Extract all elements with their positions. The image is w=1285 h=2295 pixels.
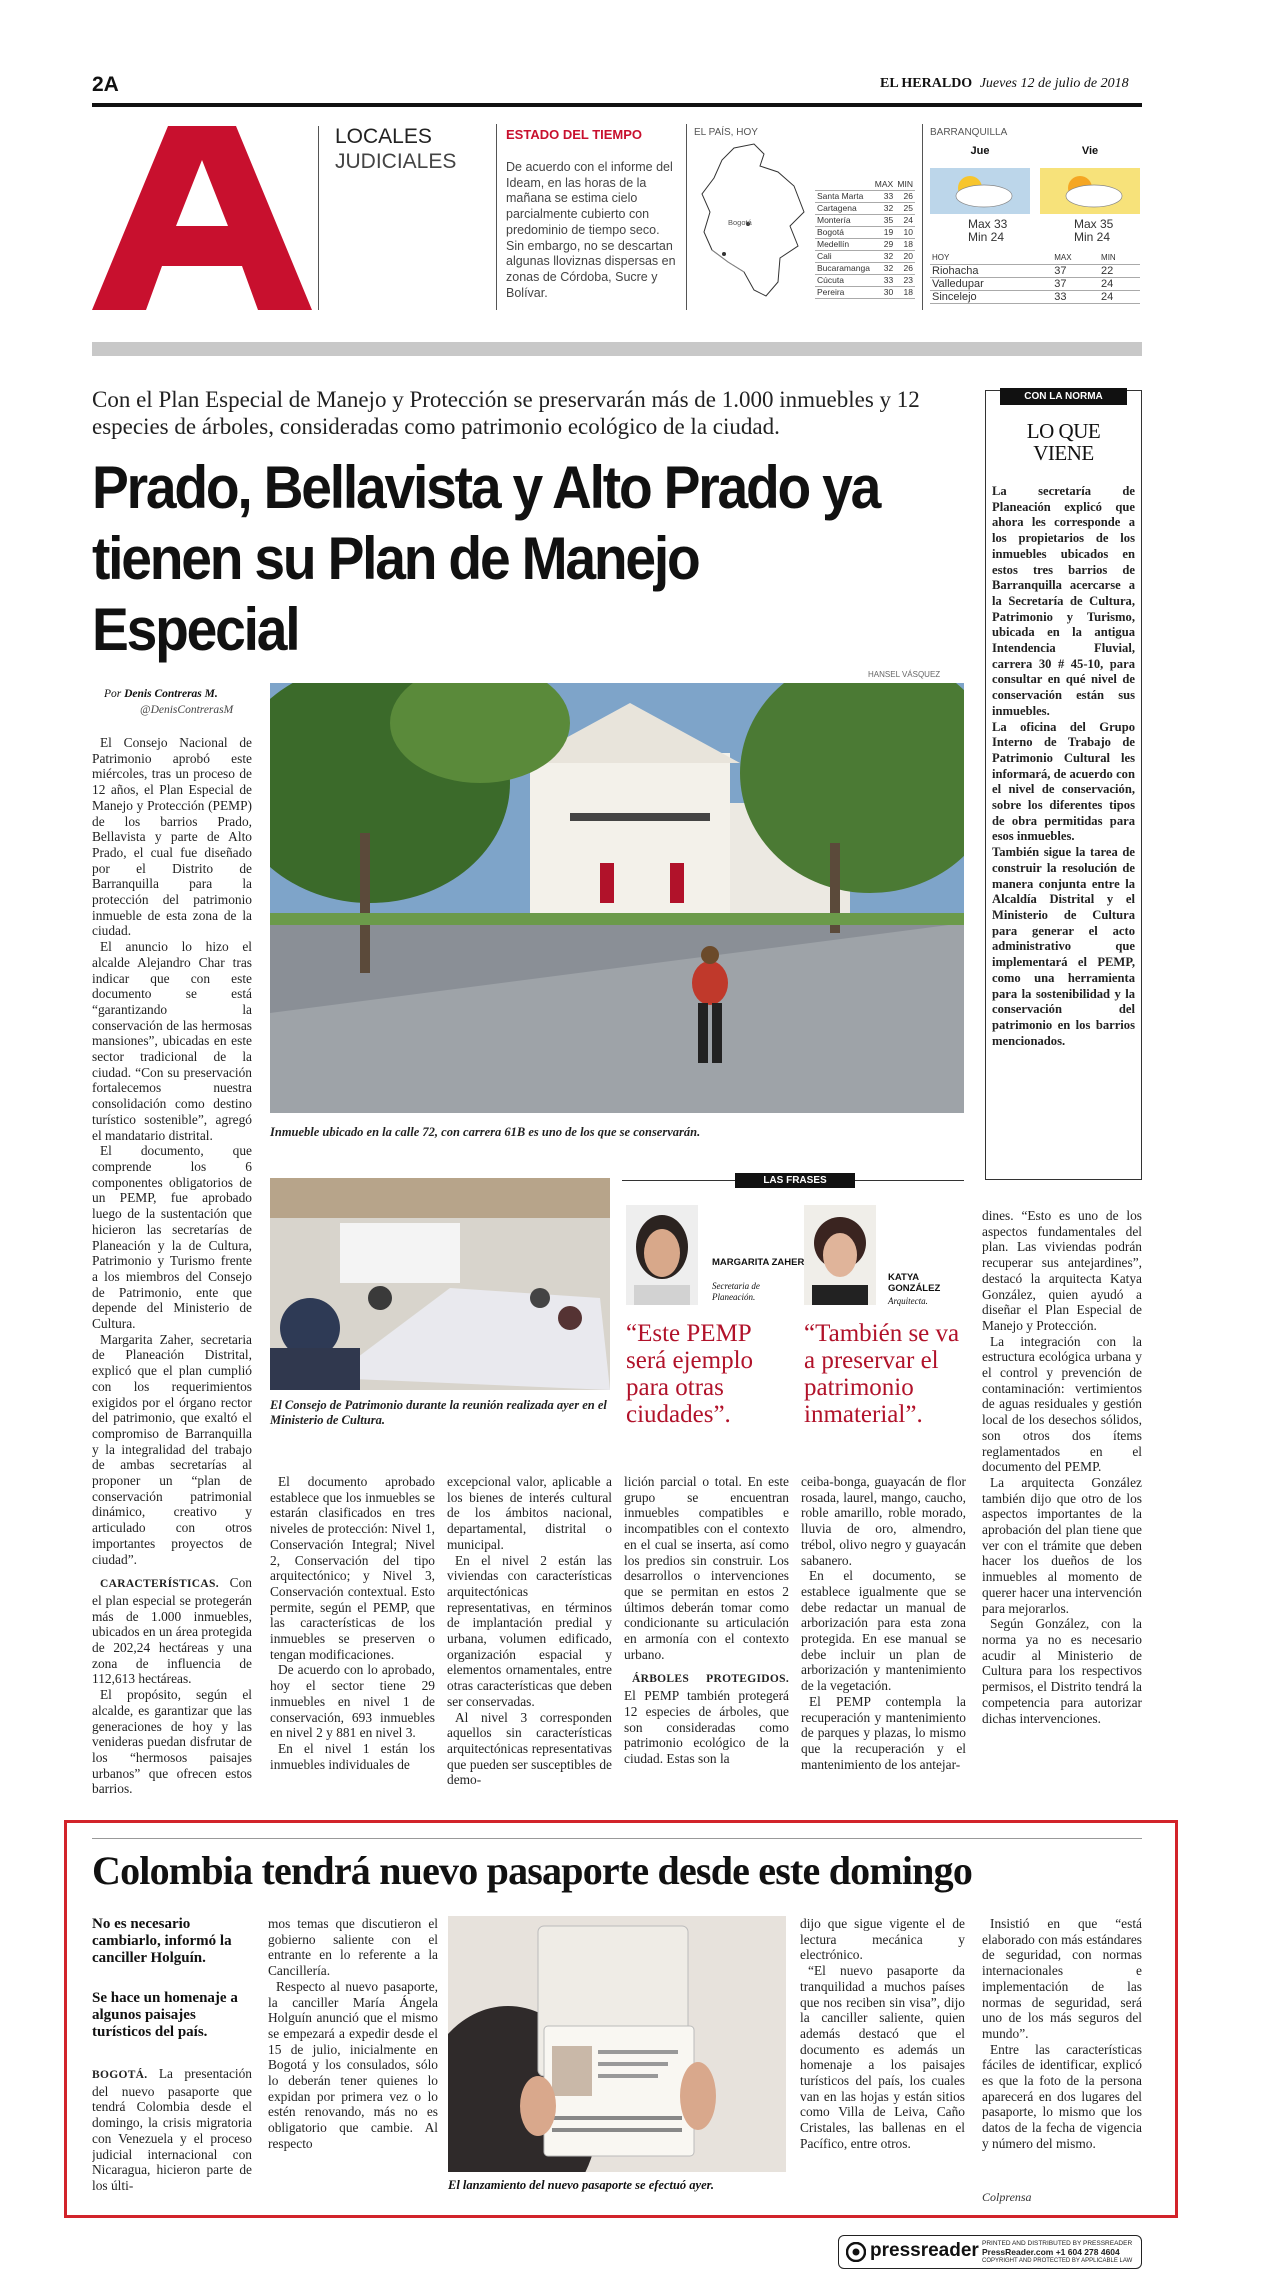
footer-line: PressReader.com +1 604 278 4604 xyxy=(982,2247,1120,2257)
max: 32 xyxy=(873,202,896,214)
section-divider xyxy=(318,126,319,310)
article-column-2 xyxy=(270,1474,435,1810)
subhead: ÁRBOLES PROTEGIDOS. xyxy=(632,1673,789,1686)
passport-column-2 xyxy=(268,1916,438,2206)
pressreader-brand: pressreader xyxy=(870,2240,979,2261)
sidebar-paragraph: La secretaría de Planeación explicó que ahora les corresponde a los propietarios de los inmuebles ubicados en estos tres barrios de Barranquilla acercarse a la Secretaría de Cultura, Patrimonio y Turismo, ubicada en la antigua Intendencia Fluvial, carrera 30 # 45-10, para consultar en qué nivel de conservación están sus inmuebles. xyxy=(992,484,1135,718)
city: Montería xyxy=(815,214,873,226)
passport-subhead-1: No es necesario cambiarlo, informó la canciller Holguín. xyxy=(92,1916,232,1966)
paragraph: El Consejo Nacional de Patrimonio aprobó este miércoles, tras un proceso de 12 años, el Plan Especial de Manejo y Protección (PEMP) de los barrios Prado, Bellavista y parte de Alto Prado, el cual fue diseñado por el Distrito de Barranquilla para la protección del patrimonio inmueble de esta zona de la ciudad. xyxy=(92,735,252,939)
table-row xyxy=(815,238,915,250)
section-subname: JUDICIALES xyxy=(335,150,457,173)
passport-photo-caption: El lanzamiento del nuevo pasaporte se efectuó ayer. xyxy=(448,2178,714,2192)
footer-line: PRINTED AND DISTRIBUTED BY PRESSREADER xyxy=(982,2240,1133,2247)
min: 18 xyxy=(895,238,915,250)
zaher-portrait xyxy=(626,1205,698,1305)
max: 19 xyxy=(873,226,896,238)
country-weather-table xyxy=(815,178,915,299)
max: 37 xyxy=(1052,277,1099,290)
forecast-min: Min 24 xyxy=(1074,230,1111,244)
paragraph: La presentación del nuevo pasaporte que tendrá Colombia desde el domingo, la crisis migratoria con Venezuela y el proceso judicial internacional con Nicaragua, hicieron parte de los últi- xyxy=(92,2066,252,2193)
sidebar-paragraph: También sigue la tarea de construir la resolución de manera conjunta entre la Alcaldía Distrital y el Ministerio de Cultura para generar el acto administrativo que implementará el PEMP, como una herramienta para la sostenibilidad y la conservación del patrimonio en los barrios mencionados. xyxy=(992,845,1135,1048)
paragraph: En el nivel 1 están los inmuebles individuales de xyxy=(270,1740,435,1772)
min: 26 xyxy=(895,262,915,274)
max: 32 xyxy=(873,250,896,262)
section-name: LOCALES xyxy=(335,125,432,148)
max: 33 xyxy=(1052,290,1099,303)
header-rule xyxy=(92,103,1142,107)
article-column-4 xyxy=(624,1474,789,1810)
quote1-role: Secretaria de Planeación. xyxy=(712,1281,760,1302)
col-header: HOY xyxy=(930,252,1052,264)
max: 32 xyxy=(873,262,896,274)
quote2-name: KATYA GONZÁLEZ xyxy=(888,1272,941,1294)
paragraph: Con el plan especial se protegerán más de 1.000 inmuebles, ubicados en un área protegida de 202,24 hectáreas y una zona de influencia de 112,613 hectáreas. xyxy=(92,1575,252,1687)
article-deck: Con el Plan Especial de Manejo y Protección se preservarán más de 1.000 inmuebles y 12 especies de árboles, consideradas como patrimonio ecológico de la ciudad. xyxy=(92,387,920,439)
article-column-5 xyxy=(801,1474,966,1810)
min: 20 xyxy=(895,250,915,262)
quote1-text: “Este PEMP será ejemplo para otras ciudades”. xyxy=(626,1320,754,1428)
page-number: 2A xyxy=(92,73,119,96)
passport-rule xyxy=(92,1838,1142,1839)
city-weather-label: BARRANQUILLA xyxy=(930,127,1008,138)
passport-photo xyxy=(448,1916,786,2172)
forecast-day-name: Vie xyxy=(1081,145,1099,157)
table-row xyxy=(815,262,915,274)
byline xyxy=(104,688,218,700)
table-row xyxy=(815,226,915,238)
map-city-label: Bogotá xyxy=(728,218,752,227)
city: Cúcuta xyxy=(815,274,873,286)
article-column-6 xyxy=(982,1208,1142,1808)
newspaper-name: EL HERALDO xyxy=(880,76,973,91)
min: 18 xyxy=(895,286,915,298)
paragraph: En el documento, se establece igualmente que se debe redactar un manual de arborización para esta zona protegida. En ese manual se debe incluir un plan de arborización y mantenimiento de la vegetación. xyxy=(801,1568,966,1694)
gonzalez-portrait xyxy=(804,1205,876,1305)
col-header: MAX xyxy=(873,178,896,190)
paragraph: ceiba-bonga, guayacán de flor rosada, laurel, mango, caucho, roble amarillo, roble morado, lluvia de oro, almendro, trébol, olivo negro y guayacán sabanero. xyxy=(801,1474,966,1568)
sidebar-text xyxy=(992,484,1135,1049)
min: 24 xyxy=(895,214,915,226)
passport-column-3 xyxy=(800,1916,965,2206)
city: Cartagena xyxy=(815,202,873,214)
city: Cali xyxy=(815,250,873,262)
weather-divider xyxy=(496,124,497,310)
grey-band xyxy=(92,342,1142,356)
article-column-1 xyxy=(92,735,252,1805)
city: Riohacha xyxy=(930,264,1052,277)
forecast-min: Min 24 xyxy=(968,230,1005,244)
passport-column-4 xyxy=(982,1916,1142,2190)
passport-source: Colprensa xyxy=(982,2190,1032,2204)
forecast-day-2 xyxy=(1074,218,1113,244)
city: Pereira xyxy=(815,286,873,298)
passport-column-1 xyxy=(92,2066,252,2206)
table-row xyxy=(815,214,915,226)
paragraph: La arquitecta González también dijo que otro de los aspectos importantes de la aprobación del plan tiene que ver con el trámite que deben hacer los dueños de los inmuebles al momento de querer hacer una intervención para mejorarlos. xyxy=(982,1474,1142,1616)
max: 30 xyxy=(873,286,896,298)
meeting-photo-caption: El Consejo de Patrimonio durante la reunión realizada ayer en el Ministerio de Cultura. xyxy=(270,1398,607,1427)
author-name: Denis Contreras M. xyxy=(124,688,218,700)
article-column-3 xyxy=(447,1474,612,1810)
paragraph: El PEMP también protegerá 12 especies de árboles, que son consideradas como patrimonio ecológico de la ciudad. Estas son la xyxy=(624,1688,789,1766)
table-row xyxy=(930,277,1140,290)
paragraph: dijo que sigue vigente el de lectura mecánica y electrónico. xyxy=(800,1916,965,1963)
paragraph: excepcional valor, aplicable a los bienes de interés cultural de los ámbitos nacional, departamental, distrital o municipal. xyxy=(447,1474,612,1552)
dateline: BOGOTÁ. xyxy=(92,2069,148,2081)
col-header: MIN xyxy=(895,178,915,190)
pressreader-logo-icon xyxy=(846,2242,866,2262)
paragraph: El anuncio lo hizo el alcalde Alejandro Char tras indicar que con este documento se está “garantizando la conservación de las hermosas mansiones”, ubicadas en este sector tradicional de la ciudad. “Con su preservación fortalecemos nuestra consolidación como destino turístico sostenible”, agregó el mandatario distrital. xyxy=(92,939,252,1143)
paragraph: Margarita Zaher, secretaria de Planeación Distrital, explicó que el plan cumplió con los requerimientos exigidos por el órgano rector del patrimonio, que exaltó el compromiso de Barranquilla y la integralidad del trabajo de ambas secretarías al proponer un “plan de conservación patrimonial dinámico, creativo y articulado con otros importantes proyectos de ciudad”. xyxy=(92,1331,252,1567)
city: Valledupar xyxy=(930,277,1052,290)
max: 33 xyxy=(873,274,896,286)
max: 35 xyxy=(873,214,896,226)
paragraph: El documento aprobado establece que los inmuebles se estarán clasificados en tres niveles de protección: Nivel 1, Conservación Integral; Nivel 2, Conservación del tipo arquitectónico; y Nivel 3, Conservación contextual. Esto permite, según el PEMP, que las características de los inmuebles se preserven o tengan modificaciones. xyxy=(270,1474,435,1662)
sidebar-title: LO QUE VIENE xyxy=(1026,419,1101,465)
meeting-photo xyxy=(270,1178,610,1390)
paragraph: El propósito, según el alcalde, es garantizar que las generaciones de hoy y las venideras puedan disfrutar de los “hermosos paisajes urbanos” que ofrecen estos barrios. xyxy=(92,1687,252,1797)
forecast-day-name: Jue xyxy=(970,145,990,157)
subhead: CARACTERÍSTICAS. xyxy=(100,1578,219,1591)
min: 10 xyxy=(895,226,915,238)
paragraph: Insistió en que “está elaborado con más estándares de seguridad, con normas internacionales e implementación de las normas de seguridad, será uno de los más seguros del mundo”. xyxy=(982,1916,1142,2041)
max: 37 xyxy=(1052,264,1099,277)
min: 22 xyxy=(1099,264,1140,277)
article-headline: Prado, Bellavista y Alto Prado ya tienen su Plan de Manejo Especial xyxy=(92,454,880,663)
paragraph: Al nivel 3 corresponden aquellos sin características arquitectónicas representativas que pueden ser susceptibles de demo- xyxy=(447,1709,612,1788)
col-header: MAX xyxy=(1052,252,1099,264)
pressreader-info xyxy=(982,2239,1138,2266)
weather-divider-3 xyxy=(922,124,923,310)
weather-text: De acuerdo con el informe del Ideam, en las horas de la mañana se estima cielo parcialmente cubierto con predominio de tiempo seco. Sin embargo, no se descartan algunas lloviznas dispersas en zonas de Córdoba, Sucre y Bolívar. xyxy=(506,160,676,300)
table-row xyxy=(815,202,915,214)
min: 25 xyxy=(895,202,915,214)
table-row xyxy=(815,286,915,298)
issue-date: Jueves 12 de julio de 2018 xyxy=(979,76,1129,91)
min: 26 xyxy=(895,190,915,202)
table-row xyxy=(815,250,915,262)
paragraph: “El nuevo pasaporte da tranquilidad a muchos países que nos reciben sin visa”, dijo la canciller saliente, quien además destacó que el documento es además un homenaje a los paisajes turísticos del país, los cuales van en las hojas y están sitios como Villa de Leiva, Caño Cristales, las ballenas en el Pacífico, entre otros. xyxy=(800,1963,965,2151)
paragraph: De acuerdo con lo aprobado, hoy el sector tiene 29 inmuebles en nivel 1 de conservación, 693 inmuebles en nivel 2 y 881 en nivel 3. xyxy=(270,1662,435,1741)
min: 24 xyxy=(1099,290,1140,303)
paragraph: En el nivel 2 están las viviendas con características arquitectónicas representativas, en términos de implantación predial y urbana, volumen edificado, organización espacial y elementos ornamentales, entre otras características que deben ser conservadas. xyxy=(447,1552,612,1709)
paragraph: Respecto al nuevo pasaporte, la canciller María Ángela Holguín anunció que el mismo se empezará a expedir desde el 15 de julio, inicialmente en Bogotá y los consulados, sólo lo deberán tener quienes lo expidan por primera vez o lo estén renovando, más no es obligatorio que cambie. Al respecto xyxy=(268,1978,438,2151)
quotes-tag: LAS FRASES xyxy=(735,1173,855,1188)
section-letter-logo xyxy=(92,126,312,310)
city: Bucaramanga xyxy=(815,262,873,274)
table-row xyxy=(930,264,1140,277)
colombia-map xyxy=(694,142,812,302)
city-weather-table xyxy=(930,252,1140,304)
sidebar-paragraph: La oficina del Grupo Interno de Trabajo de Patrimonio Cultural les informará, de acuerdo con el nivel de conservación, sobre los diferentes tipos de obra permitidas para esos inmuebles. xyxy=(992,719,1135,844)
table-row xyxy=(930,290,1140,303)
quote1-name: MARGARITA ZAHER xyxy=(712,1257,805,1268)
footer-line: COPYRIGHT AND PROTECTED BY APPLICABLE LAW xyxy=(982,2258,1133,2264)
author-handle: @DenisContrerasM xyxy=(140,704,234,716)
table-row xyxy=(815,190,915,202)
max: 29 xyxy=(873,238,896,250)
weather-divider-2 xyxy=(686,124,687,310)
paragraph: La integración con la estructura ecológica urbana y el control y prevención de contaminación: vertimientos de aguas residuales y gestión local de los desechos sólidos, son otros dos ítems reglamentados en el documento del PEMP. xyxy=(982,1333,1142,1475)
photo-caption: Inmueble ubicado en la calle 72, con carrera 61B es uno de los que se conservarán. xyxy=(270,1125,701,1139)
quote2-text: “También se va a preservar el patrimonio inmaterial”. xyxy=(804,1320,960,1428)
passport-subhead-2: Se hace un homenaje a algunos paisajes turísticos del país. xyxy=(92,1990,238,2040)
paragraph: dines. “Esto es uno de los aspectos fundamentales del plan. Las viviendas podrán recuperar sus antejardines”, destacó la arquitecta Katya González, quien ayudó a diseñar el Plan Especial de Manejo y Protección. xyxy=(982,1208,1142,1333)
quote2-role: Arquitecta. xyxy=(888,1296,928,1306)
forecast-max: Max 33 xyxy=(968,217,1008,231)
city: Medellín xyxy=(815,238,873,250)
city: Bogotá xyxy=(815,226,873,238)
byline-prefix: Por xyxy=(104,688,122,700)
forecast-day-1 xyxy=(968,218,1007,244)
col-header: MIN xyxy=(1099,252,1140,264)
paragraph: El documento, que comprende los 6 componentes obligatorios de un PEMP, fue aprobado luego de la sustentación que hicieron las secretarías de Planeación y la de Cultura, Patrimonio y Turismo frente a los miembros del Consejo de Patrimonio, ente que depende del Ministerio de Cultura. xyxy=(92,1143,252,1332)
weather-title: ESTADO DEL TIEMPO xyxy=(506,127,643,142)
min: 24 xyxy=(1099,277,1140,290)
paragraph: El PEMP contempla la recuperación y mantenimiento de parques y plazas, lo mismo que la recuperación y el mantenimiento de los antejar- xyxy=(801,1693,966,1772)
paragraph: lición parcial o total. En este grupo se encuentran inmuebles compatibles e incompatibles con el contexto en el cual se inserta, así como los predios sin construir. Los desarrollos o intervenciones que se permitan en estos 2 últimos deberán tomar como condicionante su articulación en armonía con el contexto urbano. xyxy=(624,1474,789,1662)
max: 33 xyxy=(873,190,896,202)
city: Sincelejo xyxy=(930,290,1052,303)
min: 23 xyxy=(895,274,915,286)
paragraph: Según González, con la norma ya no es necesario acudir al Ministerio de Cultura para los respectivos permisos, el Distrito tendrá la competencia para autorizar dichas intervenciones. xyxy=(982,1616,1142,1726)
paper-header xyxy=(880,76,1129,92)
paragraph: Entre las características fáciles de identificar, explicó es que la foto de la persona aparecerá en dos lugares del pasaporte, lo mismo que los datos de la fecha de vigencia y número del mismo. xyxy=(982,2041,1142,2151)
forecast-max: Max 35 xyxy=(1074,217,1114,231)
country-weather-label: EL PAÍS, HOY xyxy=(694,127,758,138)
sidebar-tag: CON LA NORMA xyxy=(1000,388,1127,405)
weather-icon-cloudy-sun xyxy=(930,168,1030,214)
house-photo xyxy=(270,683,964,1113)
photo-credit: HANSEL VÁSQUEZ xyxy=(868,670,941,679)
table-row xyxy=(815,274,915,286)
passport-headline: Colombia tendrá nuevo pasaporte desde este domingo xyxy=(92,1848,973,1893)
weather-icon-sunny-cloud xyxy=(1040,168,1140,214)
paragraph: mos temas que discutieron el gobierno saliente con el entrante en lo referente a la Cancillería. xyxy=(268,1916,438,1979)
city: Santa Marta xyxy=(815,190,873,202)
